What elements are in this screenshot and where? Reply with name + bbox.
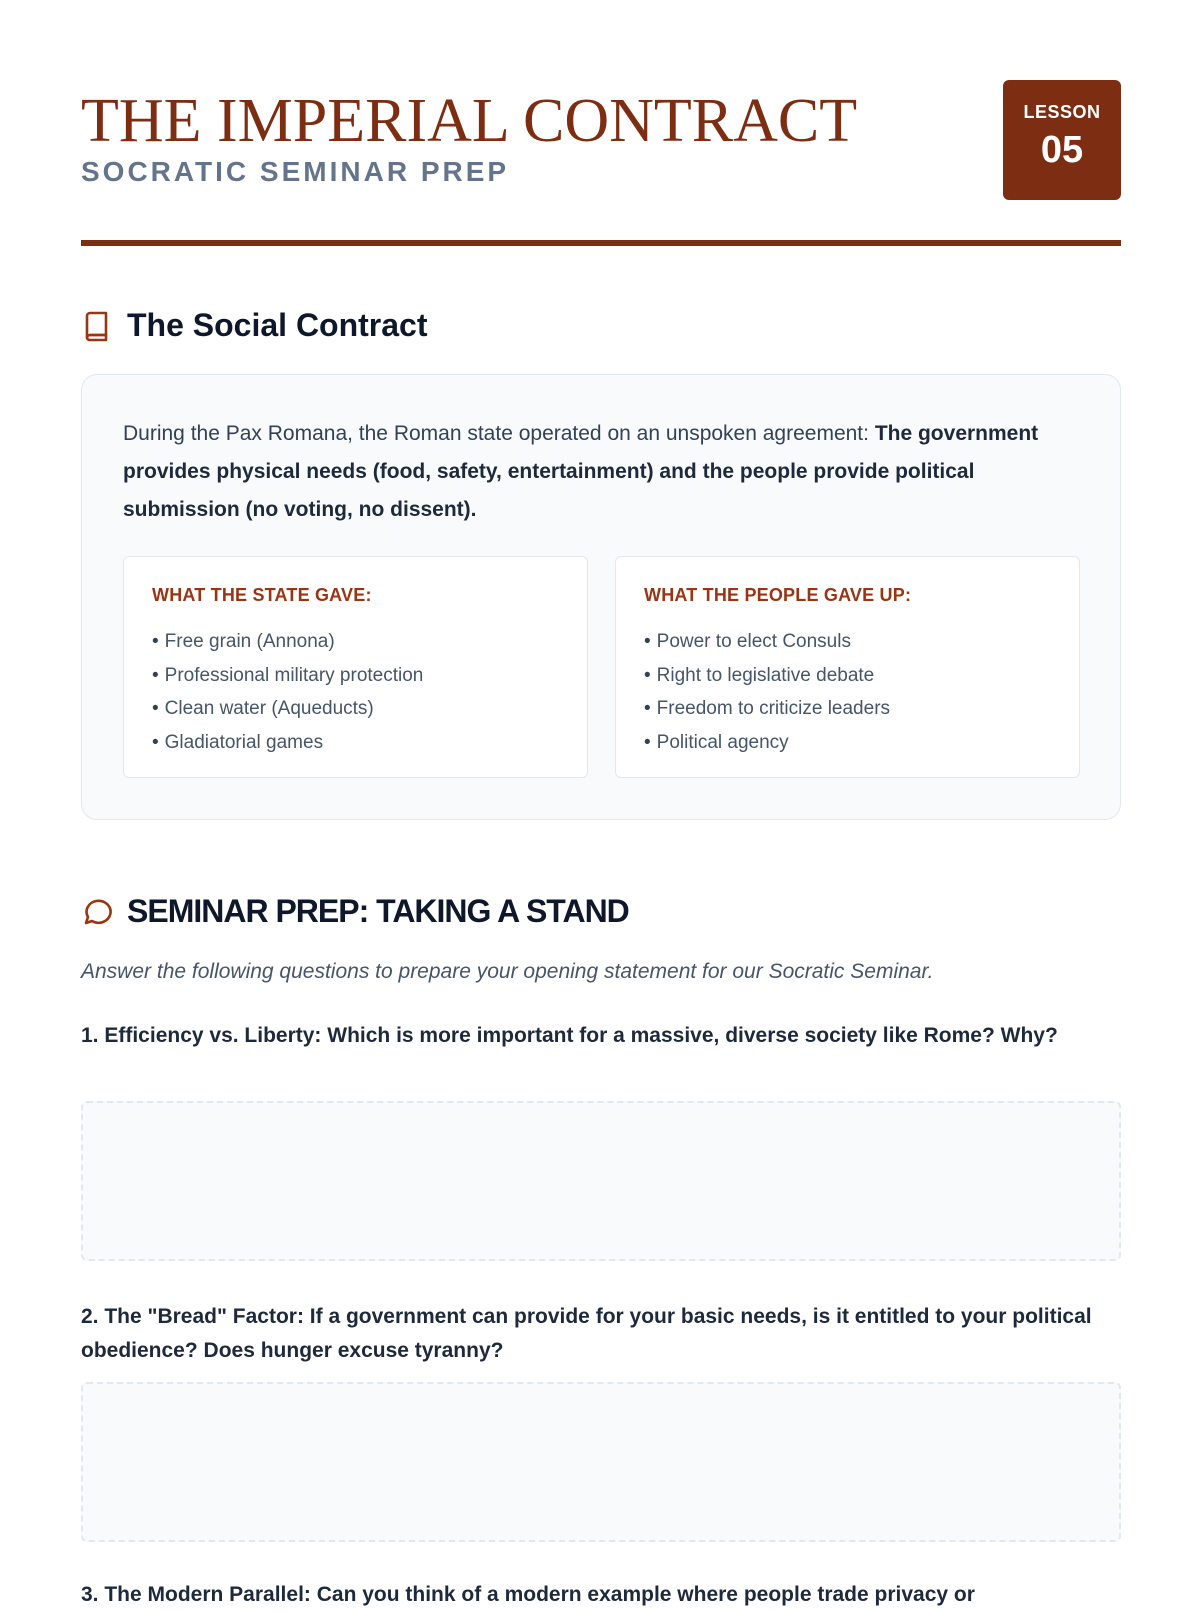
- list-item: • Right to legislative debate: [644, 659, 890, 693]
- lesson-number: 05: [1040, 129, 1084, 171]
- header-divider: [81, 240, 1121, 246]
- state-gave-title: WHAT THE STATE GAVE:: [152, 585, 372, 605]
- question-3: 3. The Modern Parallel: Can you think of a modern example where people trade privacy or: [81, 1583, 975, 1606]
- intro-paragraph: [123, 415, 1063, 529]
- answer-box-2[interactable]: [81, 1382, 1121, 1542]
- book-icon: [81, 310, 113, 342]
- page-title: THE IMPERIAL CONTRACT: [81, 87, 858, 155]
- list-item: • Free grain (Annona): [152, 625, 423, 659]
- intro-emphasis: The government provides physical needs (food, safety, entertainment) and the people provide political submission (no voting, no dissent).: [123, 422, 1039, 521]
- speech-bubble-icon: [81, 896, 113, 928]
- people-gave-up-title: WHAT THE PEOPLE GAVE UP:: [644, 585, 912, 605]
- question-2: 2. The "Bread" Factor: If a government can provide for your basic needs, is it entitled to your political obedience? Does hunger excuse tyranny?: [81, 1305, 1092, 1362]
- page-subtitle: SOCRATIC SEMINAR PREP: [81, 156, 510, 187]
- list-item: • Clean water (Aqueducts): [152, 692, 423, 726]
- section-title: SEMINAR PREP: TAKING A STAND: [127, 893, 629, 929]
- lesson-label: LESSON: [1023, 102, 1101, 122]
- state-gave-list: [152, 625, 423, 759]
- page-header: [81, 80, 1121, 245]
- state-gave-box: [123, 556, 588, 778]
- intro-text: During the Pax Romana, the Roman state operated on an unspoken agreement:: [123, 422, 875, 445]
- list-item: • Freedom to criticize leaders: [644, 692, 890, 726]
- question-1: 1. Efficiency vs. Liberty: Which is more important for a massive, diverse society like Rome? Why?: [81, 1024, 1058, 1047]
- section-title: The Social Contract: [127, 307, 428, 343]
- answer-box-1[interactable]: [81, 1101, 1121, 1261]
- social-contract-card: [81, 374, 1121, 820]
- section-heading-social-contract: [81, 307, 428, 344]
- seminar-instructions: Answer the following questions to prepare your opening statement for our Socratic Seminar.: [81, 960, 934, 983]
- list-item: • Power to elect Consuls: [644, 625, 890, 659]
- lesson-badge: [1003, 80, 1121, 200]
- list-item: • Political agency: [644, 726, 890, 760]
- people-gave-up-list: [644, 625, 890, 759]
- list-item: • Gladiatorial games: [152, 726, 423, 760]
- list-item: • Professional military protection: [152, 659, 423, 693]
- section-heading-seminar-prep: [81, 893, 629, 930]
- people-gave-up-box: [615, 556, 1080, 778]
